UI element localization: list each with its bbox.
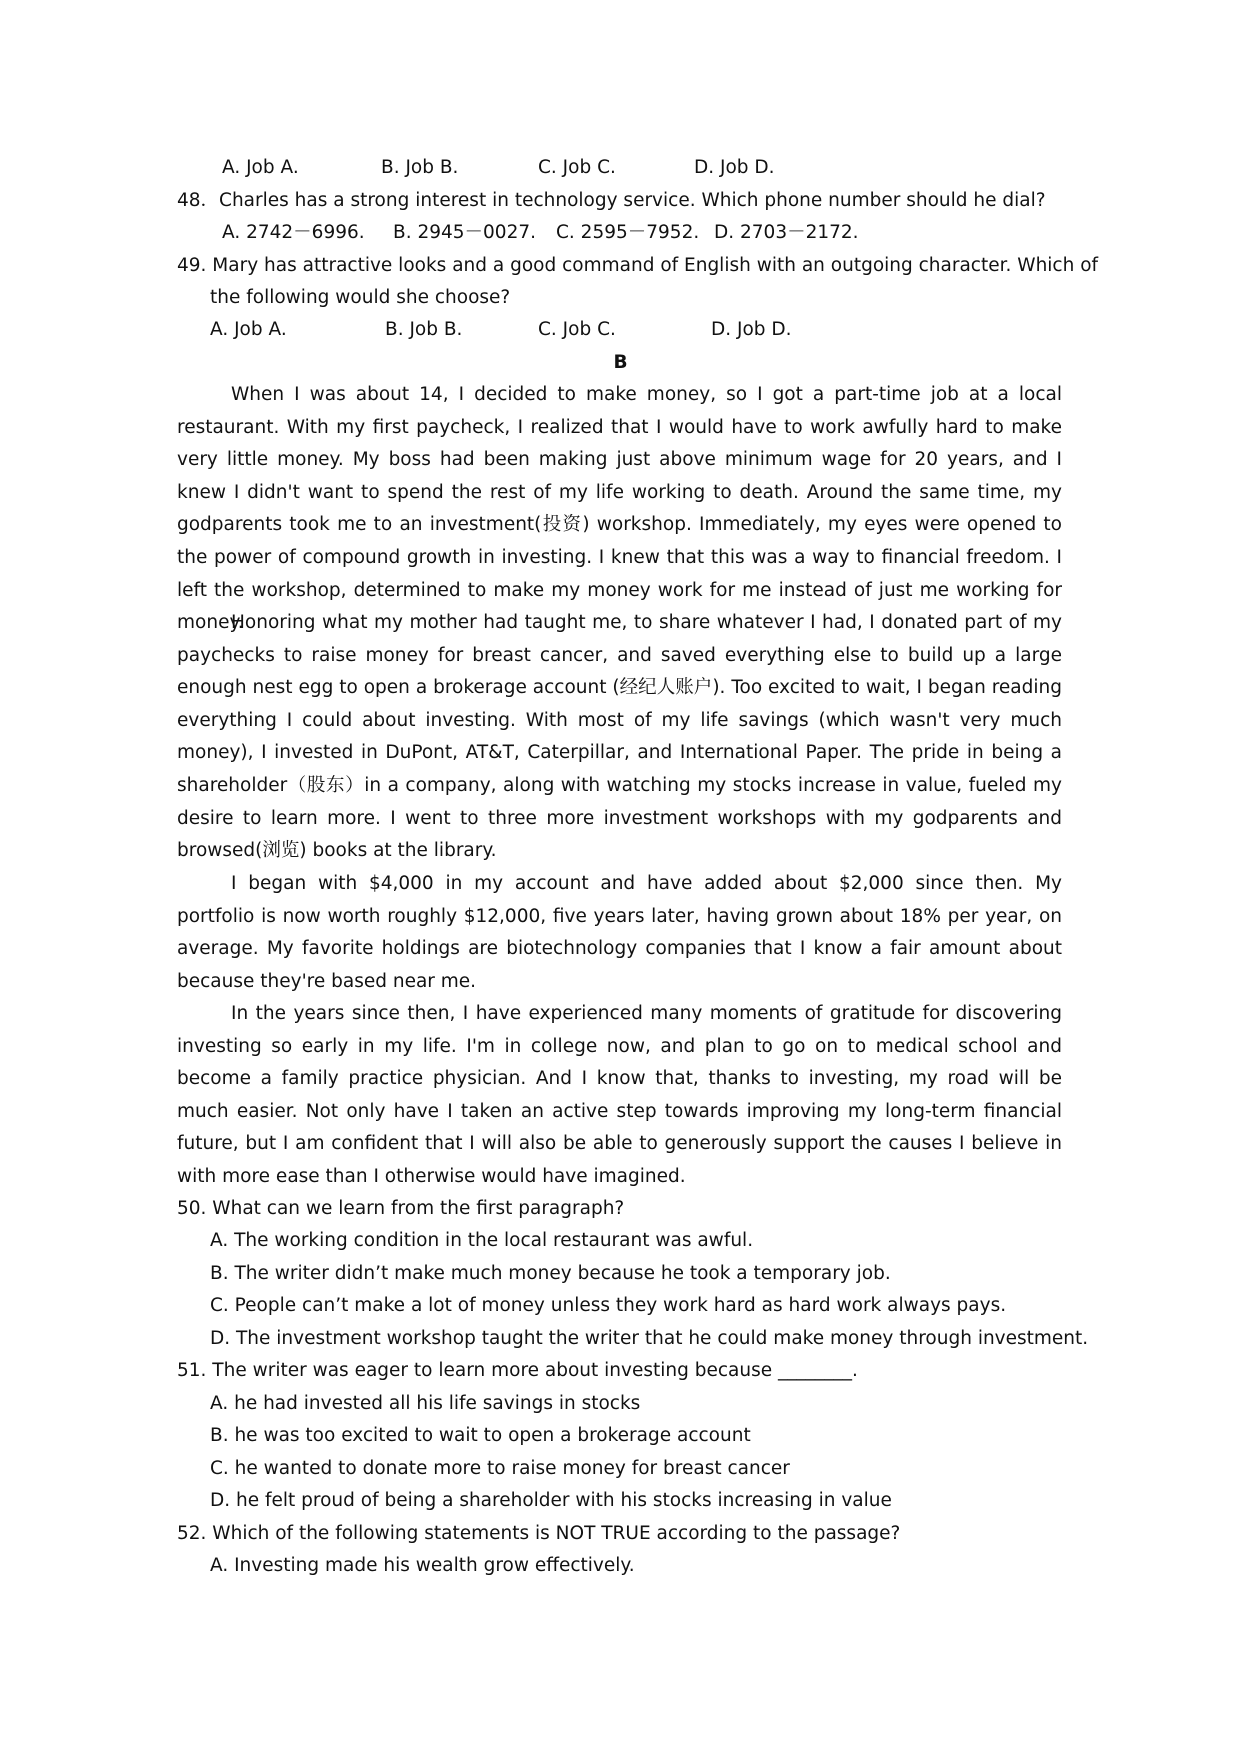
q49-option-d: D. Job D.	[711, 319, 792, 340]
q47-option-a: A. Job A.	[222, 157, 299, 178]
q47-option-b: B. Job B.	[381, 157, 459, 178]
q49-option-c: C. Job C.	[538, 319, 616, 340]
passage-paragraph-3: I began with $4,000 in my account and have added about $2,000 since then. My portfolio is now worth roughly $12,000, five years later, having grown about 18% per year, on average. My favorite holdings are biotechnology companies that I know a fair amount about because they're based near me.	[177, 873, 1062, 992]
q50-stem: 50. What can we learn from the first paragraph?	[177, 1198, 625, 1219]
q52-stem: 52. Which of the following statements is NOT TRUE according to the passage?	[177, 1523, 901, 1544]
q48-option-c: C. 2595－7952.	[556, 222, 700, 243]
passage-paragraph-1: When I was about 14, I decided to make money, so I got a part-time job at a local restaurant. With my first paycheck, I realized that I would have to work awfully hard to make very little money. My boss had been making just above minimum wage for 20 years, and I knew I didn't want to spend the rest of my life working to death. Around the same time, my godparents took me to an investment(投资) workshop. Immediately, my eyes were opened to the power of compound growth in investing. I knew that this was a way to financial freedom. I left the workshop, determined to make my money work for me instead of just me working for money.	[177, 384, 1062, 634]
passage-paragraph-2: Honoring what my mother had taught me, to share whatever I had, I donated part of my paychecks to raise money for breast cancer, and saved everything else to build up a large enough nest egg to open a brokerage account (经纪人账户). Too excited to wait, I began reading everything I could about investing. With most of my life savings (which wasn't very much money), I invested in DuPont, AT&T, Caterpillar, and International Paper. The pride in being a shareholder（股东）in a company, along with watching my stocks increase in value, fueled my desire to learn more. I went to three more investment workshops with my godparents and browsed(浏览) books at the library.	[177, 612, 1062, 862]
q47-option-d: D. Job D.	[694, 157, 775, 178]
q51-stem: 51. The writer was eager to learn more about investing because ________.	[177, 1360, 858, 1381]
q47-option-c: C. Job C.	[538, 157, 616, 178]
q49-option-a: A. Job A.	[210, 319, 287, 340]
q48-option-a: A. 2742－6996.	[222, 222, 365, 243]
passage-paragraph-4: In the years since then, I have experienced many moments of gratitude for discovering investing so early in my life. I'm in college now, and plan to go on to medical school and become a family practice physician. And I know that, thanks to investing, my road will be much easier. Not only have I taken an active step towards improving my long-term financial future, but I am confident that I will also be able to generously support the causes I believe in with more ease than I otherwise would have imagined.	[177, 1003, 1062, 1187]
q50-option-b: B. The writer didn’t make much money because he took a temporary job.	[210, 1263, 891, 1284]
q49-stem-line1: 49. Mary has attractive looks and a good command of English with an outgoing character. Which of	[177, 255, 1099, 276]
q48-option-b: B. 2945－0027.	[393, 222, 536, 243]
q48-stem: 48．Charles has a strong interest in technology service. Which phone number should he dial?	[177, 190, 1046, 211]
section-title: B	[613, 352, 628, 373]
q50-option-d: D. The investment workshop taught the writer that he could make money through investment.	[210, 1328, 1089, 1349]
q51-option-a: A. he had invested all his life savings in stocks	[210, 1393, 641, 1414]
q48-option-d: D. 2703－2172.	[714, 222, 859, 243]
q50-option-c: C. People can’t make a lot of money unless they work hard as hard work always pays.	[210, 1295, 1007, 1316]
q50-option-a: A. The working condition in the local restaurant was awful.	[210, 1230, 754, 1251]
q52-option-a: A. Investing made his wealth grow effectively.	[210, 1555, 635, 1576]
q51-option-c: C. he wanted to donate more to raise money for breast cancer	[210, 1458, 790, 1479]
q51-option-d: D. he felt proud of being a shareholder with his stocks increasing in value	[210, 1490, 892, 1511]
q49-option-b: B. Job B.	[385, 319, 463, 340]
q51-option-b: B. he was too excited to wait to open a brokerage account	[210, 1425, 751, 1446]
q49-stem-line2: the following would she choose?	[210, 287, 511, 308]
